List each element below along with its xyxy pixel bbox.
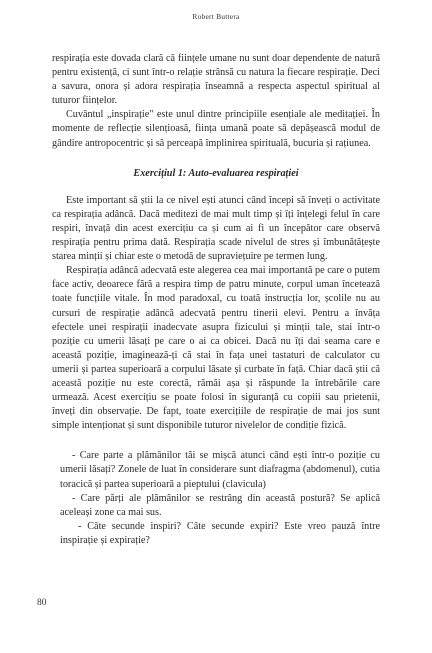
- question-item: - Câte secunde inspiri? Câte secunde expiri? Este vreo pauză între inspirație și expirație?: [60, 520, 380, 546]
- page-number: 80: [37, 598, 47, 608]
- question-list: [52, 449, 380, 548]
- paragraph: respirația este dovada clară că ființele umane nu sunt doar dependente de natură pentru existență, ci sunt într-o relație strânsă cu natura la fiecare respirație. Deci a savura, onora și adora respirația înseamnă a respecta aspectul spiritual al tuturor ființelor.: [52, 53, 380, 107]
- page-body: [52, 52, 380, 548]
- running-header: Robert Buttera: [192, 12, 240, 21]
- paragraph: Este important să știi la ce nivel ești atunci când începi să înveți o activitate ca respirația adâncă. Dacă meditezi de mai mult timp și îți înțelegi felul în care respiri, învață din acest exercițiu ca și cum ai fi un începător care observă respirația pentru prima dată. Respirația scade nivelul de stres și îmbunătățește starea minții și chiar este o metodă de supraviețuire pe termen lung.: [52, 194, 380, 263]
- paragraph: Respirația adâncă adecvată este alegerea cea mai importantă pe care o putem face activ, deoarece fără a respira timp de patru minute, corpul uman încetează toate funcțiile vitale. În mod paradoxal, cu toată instrucția lor, școlile nu au cursuri de respirație adâncă adecvată pentru tinerii elevi. Pentru a învăța efectele unei respirații inadecvate asupra fizicului și minții tale, stai într-o poziție cu umerii lăsați pe care o ai ca obicei. Dacă nu îți dai seama care e această poziție, imaginează-ți că stai în fața unei tastaturi de calculator cu umerii și partea superioară a corpului lăsate și curbate în față. Chiar dacă știi că această poziție nu este corectă, rămâi așa și răspunde la întrebările care urmează. Acest exercițiu se poate folosi în siguranță cu copiii sau prietenii, înveți din observație. De fapt, toate exercițiile de respirație de mai jos sunt simple intenționat și sunt disponibile tuturor nivelelor de condiție fizică.: [52, 265, 380, 432]
- section-heading: Exercițiul 1: Auto-evaluarea respirației: [133, 167, 299, 179]
- question-item: - Care parte a plămânilor tăi se mișcă atunci când ești într-o poziție cu umerii lăsați? Zonele de luat în considerare sunt diafragma (abdomenul), cutia toracică și partea superioară a pieptului (clavicula): [60, 450, 380, 490]
- question-item: - Care părți ale plămânilor se restrâng din această postură? Se aplică aceleași zone ca mai sus.: [60, 492, 380, 518]
- paragraph: Cuvântul „inspirație" este unul dintre principiile esențiale ale meditației. În momente de reflecție silențioasă, ființa umană poate să depășească modul de gândire antropocentric și să perceapă împlinirea spirituală, bucuria și rațiunea.: [52, 109, 380, 149]
